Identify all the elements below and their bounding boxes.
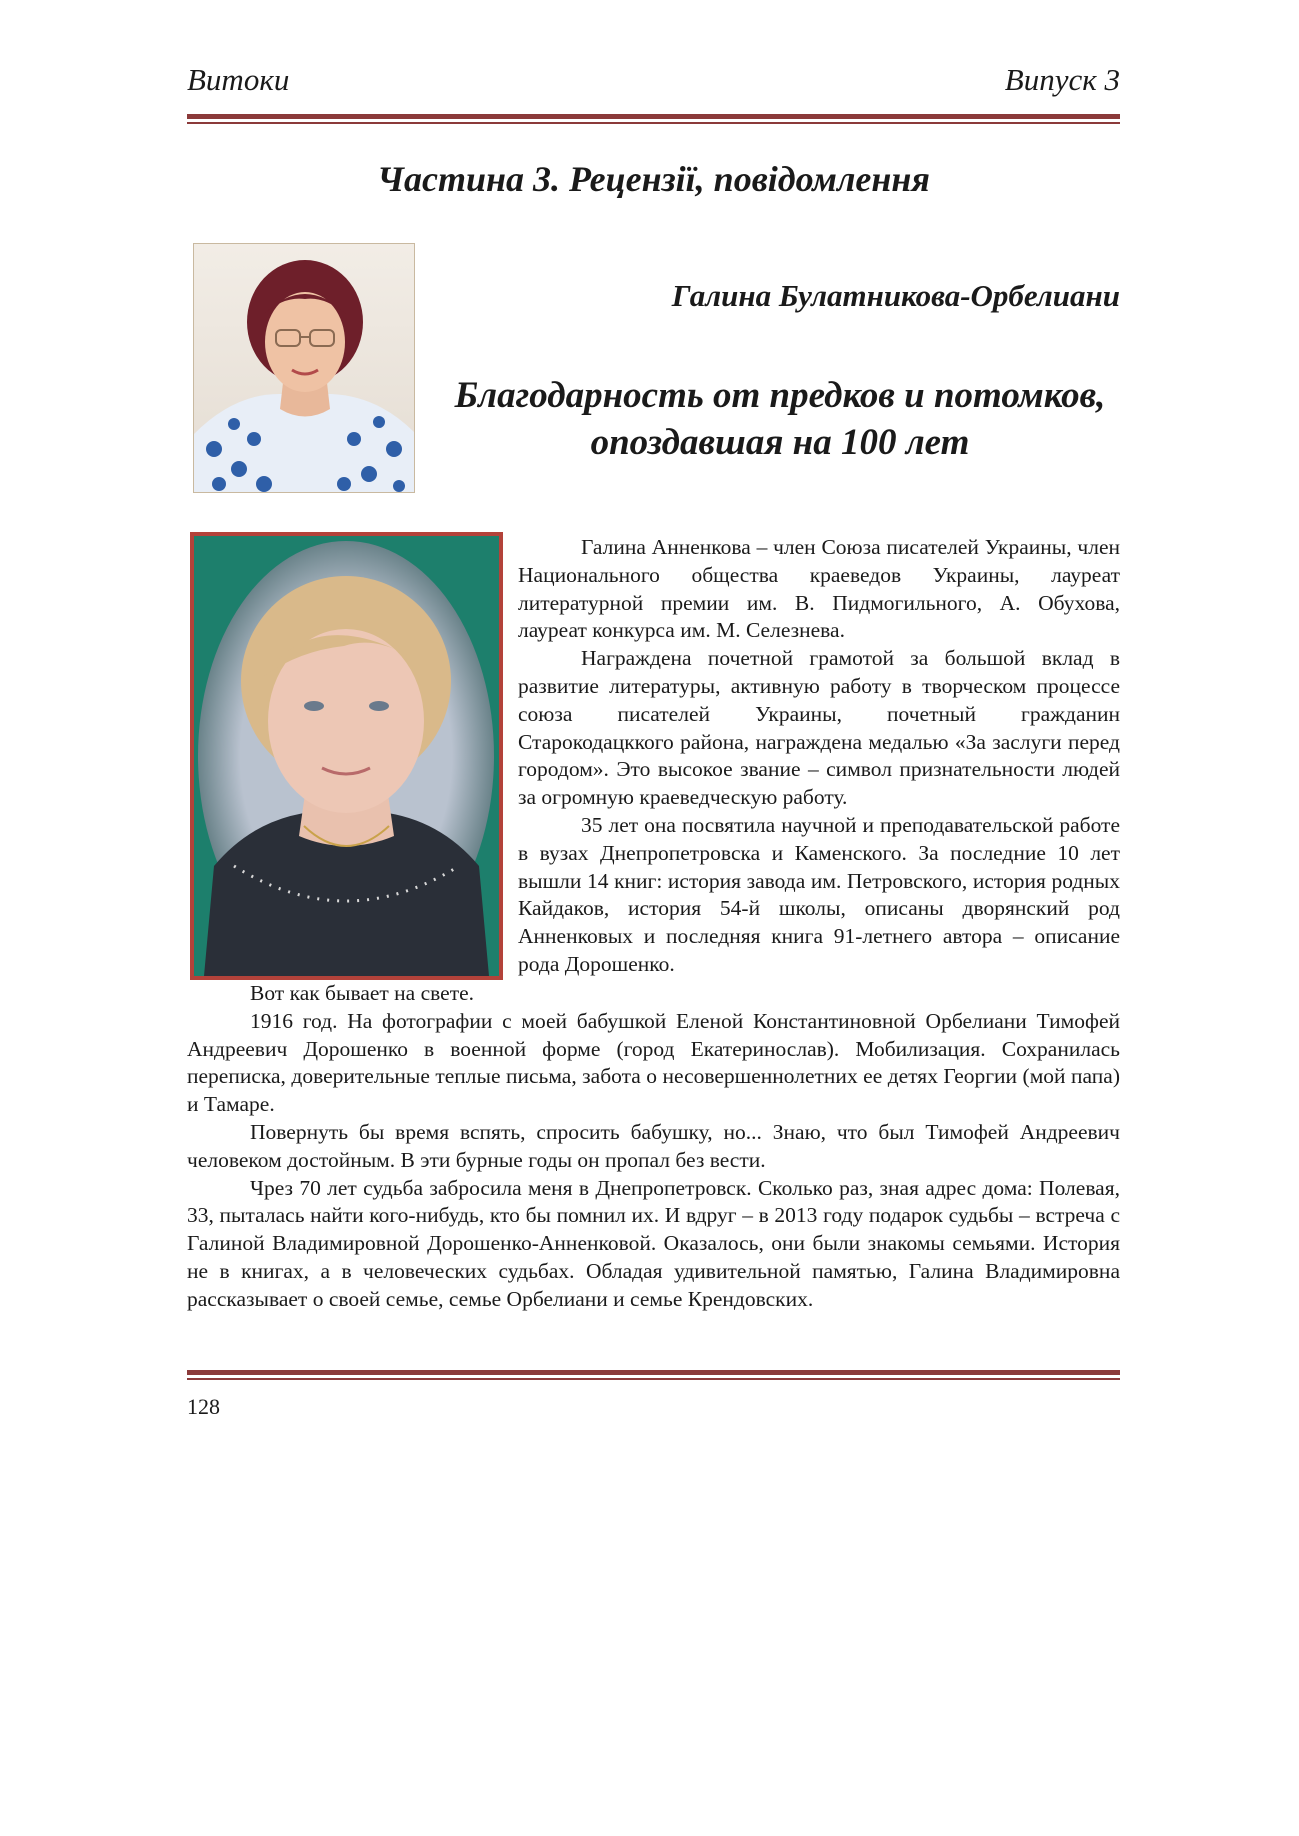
running-head xyxy=(187,62,1120,102)
paragraph: Повернуть бы время вспять, спросить бабушку, но... Знаю, что был Тимофей Андреевич человеком достойным. В эти бурные годы он пропал без вести. xyxy=(187,1119,1120,1172)
paragraph: Награждена почетной грамотой за большой вклад в развитие литературы, активную работу в творческом процессе союза писателей Украины, почетный гражданин Старокодацккого района, награждена медалью «За заслуги перед городом». Это высокое звание – символ признательности людей за огромную краеведческую работу. xyxy=(518,646,1120,810)
paragraph: 35 лет она посвятила научной и преподавательской работе в вузах Днепропетровска и Каменского. За последние 10 лет вышли 14 книг: история завода им. Петровского, история родных Кайдаков, история 54-й школы, описаны дворянский род Анненковых и последняя книга 91-летнего автора – описание рода Дорошенко. xyxy=(518,812,1120,976)
paragraph: Вот как бывает на свете. xyxy=(250,981,475,1005)
article-title-line: опоздавшая на 100 лет xyxy=(590,422,970,463)
header-rule xyxy=(187,114,1120,124)
section-title: Частина 3. Рецензії, повідомлення xyxy=(377,159,930,199)
article-title xyxy=(440,372,1120,466)
subject-portrait-image xyxy=(194,536,499,976)
paragraph: Галина Анненкова – член Союза писателей Украины, член Национального общества краеведов Украины, лауреат литературной премии им. В. Пидмогильного, А. Обухова, лауреат конкурса им. М. Селезнева. xyxy=(518,535,1120,643)
article-body xyxy=(187,980,1120,1314)
author-portrait xyxy=(193,243,415,493)
journal-name: Витоки xyxy=(187,62,290,97)
article-title-line: Благодарность от предков и потомков, xyxy=(454,375,1106,416)
author-portrait-image xyxy=(194,244,415,493)
subject-portrait xyxy=(190,532,503,980)
bio-column xyxy=(518,534,1120,979)
issue-number: Випуск 3 xyxy=(1004,62,1120,97)
paragraph: Чрез 70 лет судьба забросила меня в Днепропетровск. Сколько раз, зная адрес дома: Полевая, 33, пыталась найти кого-нибудь, кто бы помнил их. И вдруг – в 2013 году подарок судьбы – встреча с Галиной Владимировной Дорошенко-Анненковой. Оказалось, они были знакомы семьями. История не в книгах, а в человеческих судьбах. Обладая удивительной памятью, Галина Владимировна рассказывает о своей семье, семье Орбелиани и семье Крендовских. xyxy=(187,1175,1120,1311)
page-number: 128 xyxy=(187,1394,220,1419)
footer-rule xyxy=(187,1370,1120,1380)
article-author: Галина Булатникова-Орбелиани xyxy=(671,278,1120,313)
paragraph: 1916 год. На фотографии с моей бабушкой Еленой Константиновной Орбелиани Тимофей Андреевич Дорошенко в военной форме (город Екатеринослав). Мобилизация. Сохранилась переписка, доверительные теплые письма, забота о несовершеннолетних ее детях Георгии (мой папа) и Тамаре. xyxy=(187,1008,1120,1117)
